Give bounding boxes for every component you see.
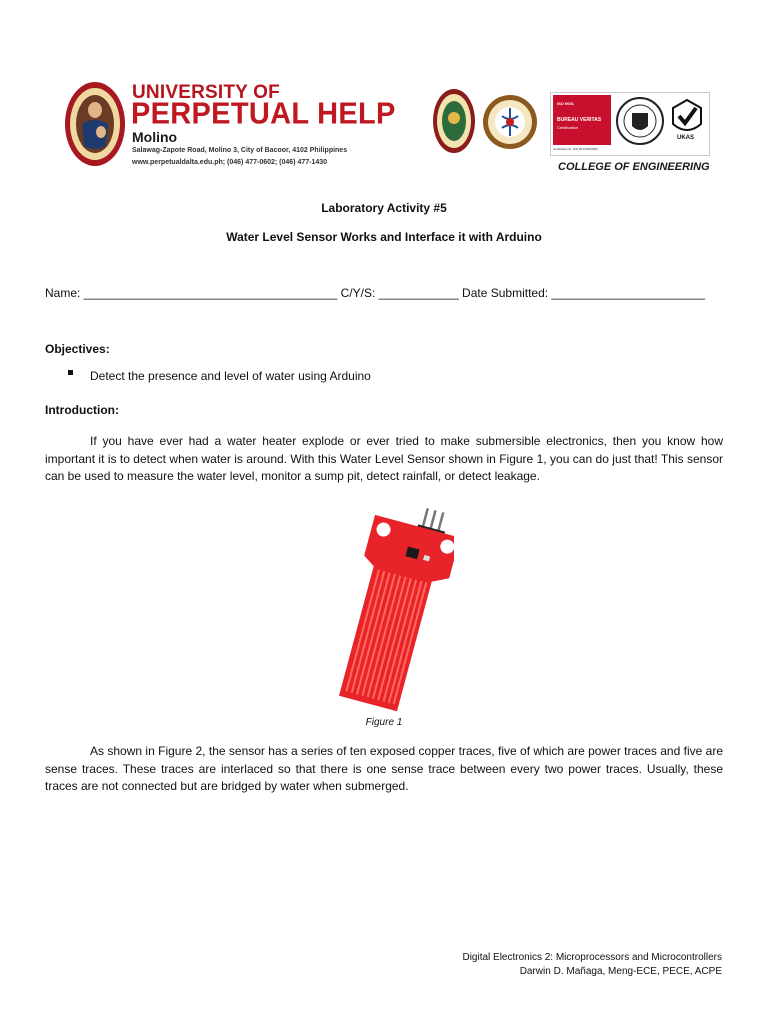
- activity-title: Laboratory Activity #5: [321, 201, 447, 215]
- university-seal-logo: [64, 80, 126, 168]
- engineering-seal-logo: [482, 94, 538, 150]
- page-footer: [462, 951, 722, 979]
- ukas-check-icon: [669, 96, 705, 150]
- certification-label: Certification: [557, 125, 579, 130]
- footer-course: Digital Electronics 2: Microprocessors and Microcontrollers: [462, 952, 722, 963]
- bureau-veritas-seal-icon: [615, 96, 665, 146]
- introduction-paragraph-2: [45, 743, 723, 796]
- university-name-line2: PERPETUAL HELP: [131, 97, 396, 131]
- paragraph-text: As shown in Figure 2, the sensor has a series of ten exposed copper traces, five of which are power traces and five are sense traces. These traces are interlaced so that there is one sense trace between every two power traces. Usually, these traces are not connected but are bridged by water when submerged.: [45, 744, 723, 793]
- university-address: Salawag-Zapote Road, Molino 3, City of Bacoor, 4102 Philippines: [132, 147, 348, 154]
- student-info-line: Name: ______________________________________ C/Y/S: ____________ Date Submitted: _______________________: [45, 286, 705, 300]
- ukas-label: UKAS: [677, 135, 695, 141]
- iso-label: ISO 9001: [557, 101, 574, 106]
- college-name: COLLEGE OF ENGINEERING: [558, 161, 710, 173]
- bureau-veritas-label: BUREAU VERITAS: [557, 117, 602, 123]
- water-level-sensor-image: [312, 498, 454, 712]
- bureau-veritas-panel: [553, 95, 611, 145]
- footer-author: Darwin D. Mañaga, Meng-ECE, PECE, ACPE: [519, 966, 722, 977]
- bullet-icon: [68, 370, 73, 375]
- figure-caption: Figure 1: [365, 717, 403, 728]
- activity-subtitle: Water Level Sensor Works and Interface it with Arduino: [226, 230, 542, 244]
- introduction-heading: Introduction:: [45, 403, 119, 417]
- university-name-line1: UNIVERSITY OF: [132, 82, 280, 103]
- college-seal-logo: [432, 88, 476, 154]
- introduction-paragraph-1: [45, 433, 723, 486]
- paragraph-text: If you have ever had a water heater explode or ever tried to make submersible electronics, then you know how important it is to detect when water is around. With this Water Level Sensor shown in Figure 1, you can do just that! This sensor can be used to measure the water level, monitor a sump pit, detect rainfall, or detect leakage.: [45, 434, 723, 483]
- objective-item: Detect the presence and level of water using Arduino: [90, 369, 371, 383]
- certificate-number: Certificate No. IND.20.1305/QM/U: [553, 147, 599, 151]
- objectives-heading: Objectives:: [45, 342, 110, 356]
- iso-certification-badge: [550, 92, 710, 156]
- university-contact: www.perpetualdalta.edu.ph; (046) 477-0602; (046) 477-1430: [132, 159, 328, 166]
- campus-name: Molino: [132, 129, 178, 145]
